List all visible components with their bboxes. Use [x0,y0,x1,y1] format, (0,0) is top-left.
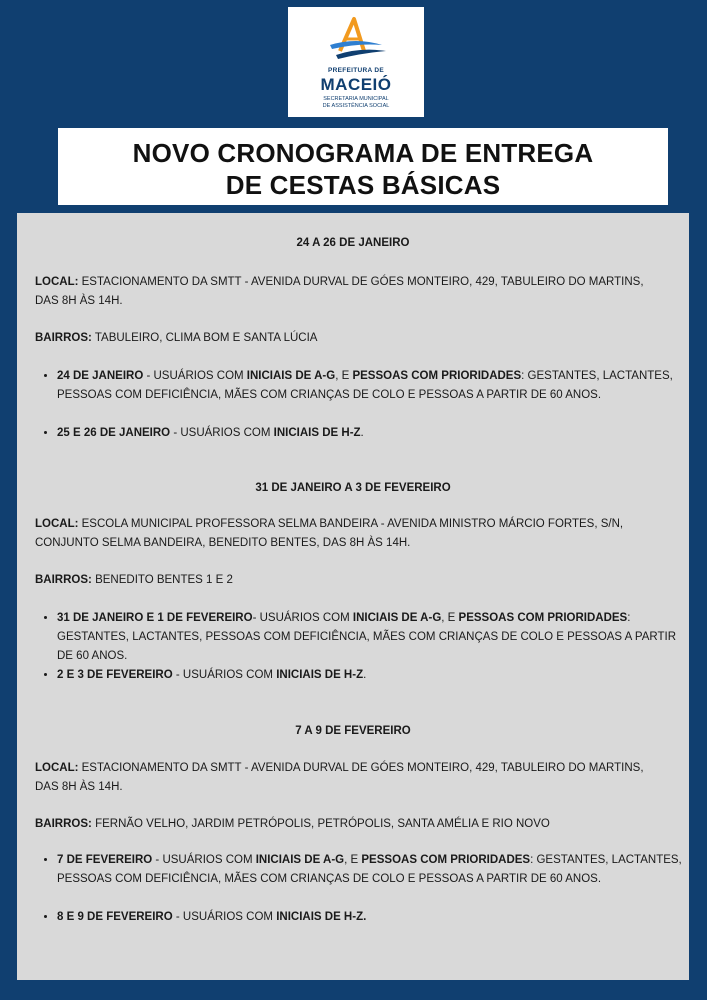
item-text: : GESTANTES, LACTANTES, PESSOAS COM DEFICIÊNCIA, MÃES COM CRIANÇAS DE COLO E PESSOAS A PARTIR DE 60 ANOS. [57,854,682,885]
list-item [57,908,682,927]
delivery-list [35,666,682,685]
logo-line-2: MACEIÓ [320,75,392,94]
item-text: , E [344,854,362,866]
section-heading: 7 A 9 DE FEVEREIRO [295,725,411,737]
bairros-text [35,571,655,590]
item-text: - USUÁRIOS COM [172,669,277,681]
local-value: ESCOLA MUNICIPAL PROFESSORA SELMA BANDEIRA - AVENIDA MINISTRO MÁRCIO FORTES, S/N, CONJUNTO SELMA BANDEIRA, BENEDITO BENTES, DAS 8H ÀS 14H. [35,518,624,549]
logo-line-4: DE ASSISTÊNCIA SOCIAL [322,102,390,109]
local-value: ESTACIONAMENTO DA SMTT - AVENIDA DURVAL DE GÓES MONTEIRO, 429, TABULEIRO DO MARTINS, DAS 8H ÀS 14H. [35,762,644,793]
page-title [58,128,668,205]
bairros-label: BAIRROS: [35,332,92,344]
logo [288,7,424,117]
item-priority: PESSOAS COM PRIORIDADES [361,854,531,866]
list-item [57,851,682,889]
list-item [57,367,682,405]
item-text: - USUÁRIOS COM [152,854,256,866]
delivery-list [35,851,682,889]
local-label: LOCAL: [35,276,79,288]
item-text: : GESTANTES, LACTANTES, PESSOAS COM DEFICIÊNCIA, MÃES COM CRIANÇAS DE COLO E PESSOAS A PARTIR DE 60 ANOS. [57,370,673,401]
item-date: 7 DE FEVEREIRO [57,854,153,866]
local-text [35,515,655,553]
item-initials: INICIAIS DE H-Z [276,669,364,681]
bairros-text [35,329,655,348]
item-priority: PESSOAS COM PRIORIDADES [458,612,628,624]
bairros-label: BAIRROS: [35,574,92,586]
item-text: , E [441,612,459,624]
item-text: : GESTANTES, LACTANTES, PESSOAS COM DEFICIÊNCIA, MÃES COM CRIANÇAS DE COLO E PESSOAS A PARTIR DE 60 ANOS. [57,612,677,662]
item-text: - USUÁRIOS COM [252,612,353,624]
delivery-list [35,367,682,405]
logo-subtitle [288,96,424,109]
item-priority: PESSOAS COM PRIORIDADES [352,370,522,382]
bairros-value: FERNÃO VELHO, JARDIM PETRÓPOLIS, PETRÓPOLIS, SANTA AMÉLIA E RIO NOVO [91,818,550,830]
section-heading: 24 A 26 DE JANEIRO [296,237,410,249]
bairros-value: BENEDITO BENTES 1 E 2 [91,574,233,586]
list-item [57,609,682,666]
item-initials: INICIAIS DE H-Z. [276,911,367,923]
delivery-list [35,424,682,443]
title-line-1: NOVO CRONOGRAMA DE ENTREGA [132,138,594,168]
maceio-logo-mark [324,15,388,67]
item-text: - USUÁRIOS COM [143,370,247,382]
logo-line-1: PREFEITURA DE [327,67,385,74]
item-text: - USUÁRIOS COM [170,427,274,439]
local-label: LOCAL: [35,518,79,530]
title-line-2: DE CESTAS BÁSICAS [225,170,501,200]
local-text [35,273,655,311]
item-text: . [363,669,367,681]
local-value: ESTACIONAMENTO DA SMTT - AVENIDA DURVAL DE GÓES MONTEIRO, 429, TABULEIRO DO MARTINS, DAS 8H ÀS 14H. [35,276,644,307]
item-date: 25 E 26 DE JANEIRO [57,427,171,439]
item-date: 24 DE JANEIRO [57,370,144,382]
local-label: LOCAL: [35,762,79,774]
logo-line-3: SECRETARIA MUNICIPAL [323,96,389,102]
item-date: 2 E 3 DE FEVEREIRO [57,669,173,681]
list-item [57,666,682,685]
item-text: , E [335,370,353,382]
schedule-panel [17,213,689,980]
delivery-list [35,908,682,927]
bairros-label: BAIRROS: [35,818,92,830]
item-text: - USUÁRIOS COM [172,911,277,923]
item-initials: INICIAIS DE A-G [246,370,336,382]
item-date: 31 DE JANEIRO E 1 DE FEVEREIRO [57,612,253,624]
delivery-list [35,609,682,666]
bairros-text [35,815,655,834]
section-heading: 31 DE JANEIRO A 3 DE FEVEREIRO [255,482,451,494]
item-initials: INICIAIS DE H-Z [273,427,361,439]
bairros-value: TABULEIRO, CLIMA BOM E SANTA LÚCIA [91,332,318,344]
item-initials: INICIAIS DE A-G [255,854,345,866]
item-date: 8 E 9 DE FEVEREIRO [57,911,173,923]
item-initials: INICIAIS DE A-G [352,612,442,624]
item-text: . [360,427,364,439]
list-item [57,424,682,443]
local-text [35,759,655,797]
